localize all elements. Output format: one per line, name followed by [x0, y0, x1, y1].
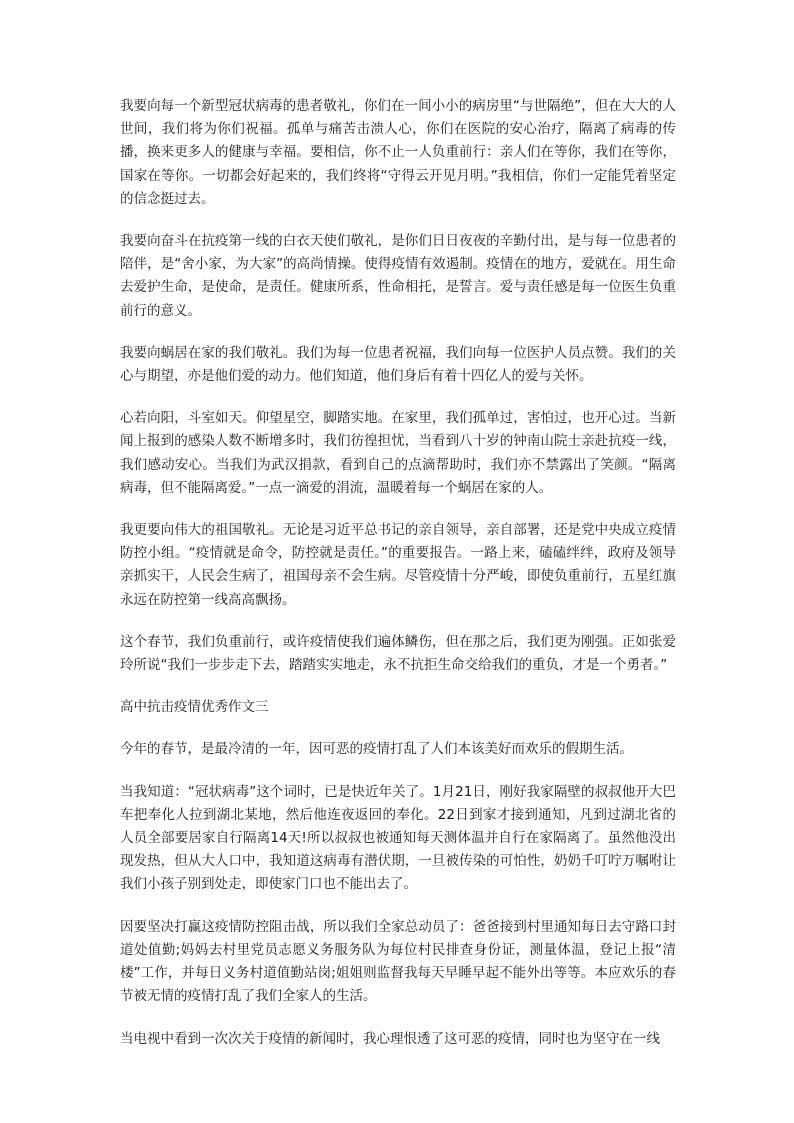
paragraph-coronavirus-news: 当我知道：“冠状病毒”这个词时，已是快近年关了。1月21日，刚好我家隔壁的叔叔他开大巴车把奉化人拉到湖北某地，然后他连夜返回的奉化。22日到家才接到通知，凡到过湖北省的人员全部要居家自行隔离14天!所以叔叔也被通知每天测体温并自行在家隔离了。虽然他没出现发热，但从大人口中，我知道这病毒有潜伏期，一旦被传染的可怕性，奶奶千叮咛万嘱咐让我们小孩子别到处走，即使家门口也不能出去了。 — [120, 783, 676, 893]
paragraph-salute-patients: 我要向每一个新型冠状病毒的患者敬礼，你们在一间小小的病房里“与世隔绝”，但在大大的人世间，我们将为你们祝福。孤单与痛苦击溃人心，你们在医院的安心治疗，隔离了病毒的传播，换来更多人的健康与幸福。要相信，你不止一人负重前行：亲人们在等你，我们在等你，国家在等你。一切都会好起来的，我们终将“守得云开见月明。”我相信，你们一定能凭着坚定的信念挺过去。 — [120, 98, 676, 207]
paragraph-heart-sunward: 心若向阳，斗室如天。仰望星空，脚踏实地。在家里，我们孤单过，害怕过，也开心过。当新闻上报到的感染人数不断增多时，我们彷徨担忧，当看到八十岁的钟南山院士亲赴抗疫一线，我们感动安心。当我们为武汉捐款，看到自己的点滴帮助时，我们亦不禁露出了笑颜。“隔离病毒，但不能隔离爱。”一点一滴爱的涓流，温暖着每一个蜗居在家的人。 — [120, 410, 676, 496]
document-body — [120, 95, 676, 1051]
section-heading: 高中抗击疫情优秀作文三 — [120, 699, 269, 716]
paragraph-spring-festival: 这个春节，我们负重前行，或许疫情使我们遍体鳞伤，但在那之后，我们更为刚强。正如张爱玲所说“我们一步步走下去，踏踏实实地走，永不抗拒生命交给我们的重负，才是一个勇者。” — [120, 633, 676, 674]
paragraph-salute-people-at-home: 我要向蜗居在家的我们敬礼。我们为每一位患者祝福，我们向每一位医护人员点赞。我们的关心与期望，亦是他们爱的动力。他们知道，他们身后有着十四亿人的爱与关怀。 — [120, 344, 676, 385]
paragraph-intro: 今年的春节，是最冷清的一年，因可恶的疫情打乱了人们本该美好而欢乐的假期生活。 — [120, 741, 633, 758]
paragraph-salute-motherland: 我更要向伟大的祖国敬礼。无论是习近平总书记的亲自领导，亲自部署，还是党中央成立疫情防控小组。“疫情就是命令，防控就是责任。”的重要报告。一路上来，磕磕绊绊，政府及领导亲抓实干，人民会生病了，祖国母亲不会生病。尽管疫情十分严峻，即使负重前行，五星红旗永远在防控第一线高高飘扬。 — [120, 522, 676, 608]
paragraph-family-mobilization: 因要坚决打赢这疫情防控阻击战，所以我们全家总动员了：爸爸接到村里通知每日去守路口封道处值勤;妈妈去村里党员志愿义务服务队为每位村民排查身份证，测量体温，登记上报“清楼”工作，并每日义务村道值勤站岗;姐姐则监督我每天早睡早起不能外出等等。本应欢乐的春节被无情的疫情打乱了我们全家人的生活。 — [120, 918, 676, 1005]
paragraph-tv-news: 当电视中看到一次次关于疫情的新闻时，我心理恨透了这可恶的疫情，同时也为坚守在一线 — [120, 1030, 660, 1047]
paragraph-salute-medical-staff: 我要向奋斗在抗疫第一线的白衣天使们敬礼，是你们日日夜夜的辛勤付出，是与每一位患者的陪伴，是“舍小家，为大家”的高尚情操。使得疫情有效遏制。疫情在的地方，爱就在。用生命去爱护生命，是使命，是责任。健康所系，性命相托，是誓言。爱与责任感是每一位医生负重前行的意义。 — [120, 233, 676, 319]
